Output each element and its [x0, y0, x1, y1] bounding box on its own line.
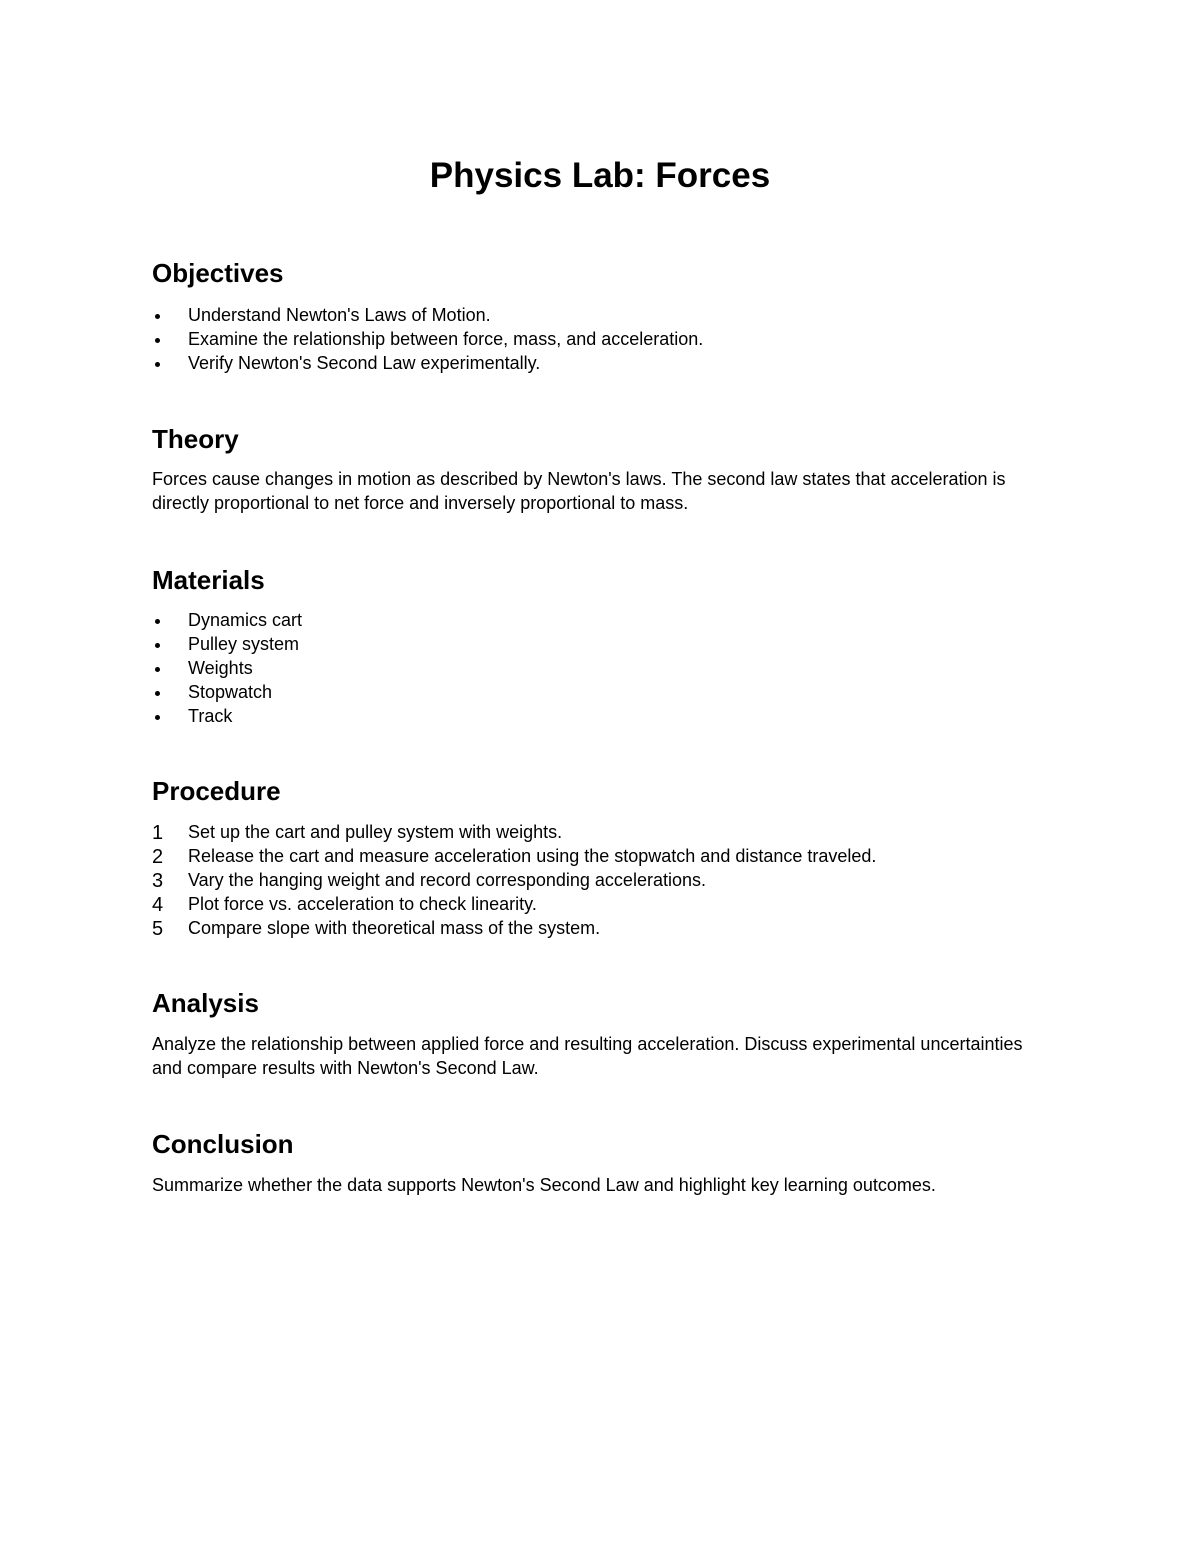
bullet-icon — [155, 715, 160, 720]
theory-heading: Theory — [152, 424, 239, 454]
list-item — [152, 868, 876, 892]
materials-list — [152, 608, 302, 728]
list-item — [152, 892, 876, 916]
list-item — [152, 844, 876, 868]
list-item — [152, 351, 703, 375]
conclusion-paragraph: Summarize whether the data supports Newton's Second Law and highlight key learning outcomes. — [152, 1175, 936, 1195]
list-item-text: Weights — [188, 658, 253, 678]
page-title: Physics Lab: Forces — [429, 156, 771, 195]
analysis-heading: Analysis — [152, 988, 259, 1018]
list-item — [152, 632, 302, 656]
step-number: 3 — [152, 870, 164, 892]
list-item-text: Stopwatch — [188, 682, 273, 702]
bullet-icon — [155, 338, 160, 343]
procedure-list — [152, 820, 876, 940]
list-item-text: Plot force vs. acceleration to check linearity. — [188, 894, 537, 914]
list-item — [152, 656, 302, 680]
materials-heading: Materials — [152, 565, 265, 595]
list-item — [152, 680, 302, 704]
step-number: 5 — [152, 918, 164, 940]
objectives-list — [152, 303, 703, 375]
bullet-icon — [155, 691, 160, 696]
list-item-text: Dynamics cart — [188, 610, 303, 630]
list-item-text: Understand Newton's Laws of Motion. — [188, 305, 491, 325]
list-item-text: Set up the cart and pulley system with weights. — [188, 822, 563, 842]
theory-paragraph: Forces cause changes in motion as described by Newton's laws. The second law states that acceleration is directly proportional to net force and inversely proportional to mass. — [152, 469, 1006, 513]
list-item-text: Examine the relationship between force, mass, and acceleration. — [188, 329, 704, 349]
list-item — [152, 704, 302, 728]
list-item-text: Vary the hanging weight and record corresponding accelerations. — [188, 870, 706, 890]
list-item-text: Compare slope with theoretical mass of the system. — [188, 918, 601, 938]
list-item — [152, 820, 876, 844]
bullet-icon — [155, 619, 160, 624]
bullet-icon — [155, 643, 160, 648]
list-item — [152, 303, 703, 327]
list-item-text: Pulley system — [188, 634, 300, 654]
list-item — [152, 916, 876, 940]
list-item-text: Verify Newton's Second Law experimentally. — [188, 353, 541, 373]
conclusion-heading: Conclusion — [152, 1129, 294, 1159]
list-item-text: Release the cart and measure acceleration using the stopwatch and distance traveled. — [188, 846, 877, 866]
list-item — [152, 608, 302, 632]
step-number: 4 — [152, 894, 164, 916]
procedure-heading: Procedure — [152, 776, 281, 806]
bullet-icon — [155, 667, 160, 672]
list-item — [152, 327, 703, 351]
list-item-text: Track — [188, 706, 233, 726]
bullet-icon — [155, 314, 160, 319]
analysis-paragraph: Analyze the relationship between applied force and resulting acceleration. Discuss experimental uncertainties and compare results with Newton's Second Law. — [152, 1034, 1023, 1078]
step-number: 2 — [152, 846, 164, 868]
objectives-heading: Objectives — [152, 258, 284, 288]
bullet-icon — [155, 362, 160, 367]
step-number: 1 — [152, 822, 164, 844]
